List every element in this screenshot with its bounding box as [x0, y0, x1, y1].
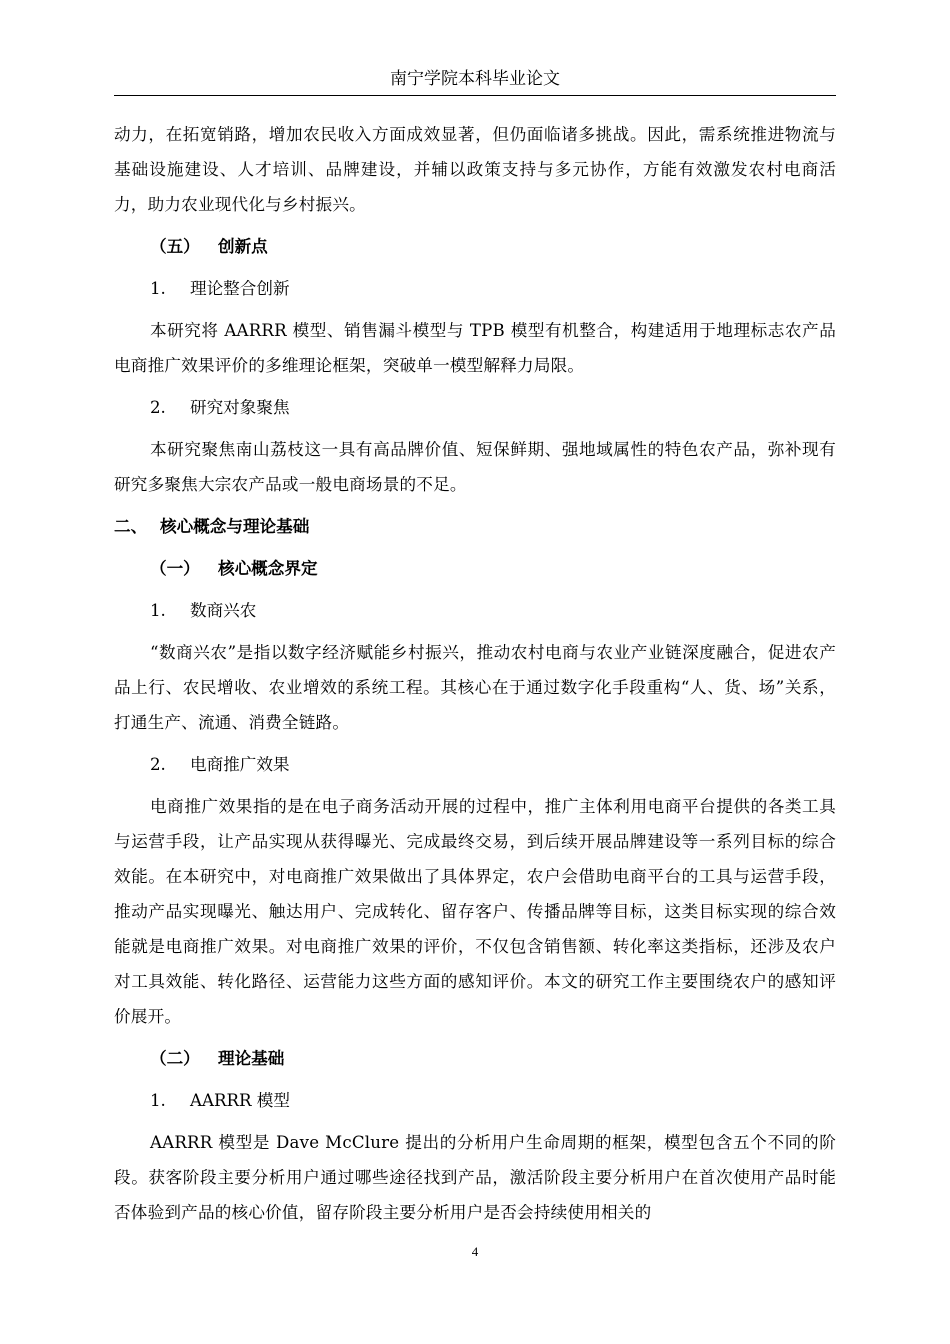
chapter-heading-core — [114, 509, 836, 544]
subheading-aarrr — [150, 1083, 836, 1118]
paragraph-research-focus: 本研究聚焦南山荔枝这一具有高品牌价值、短保鲜期、强地域属性的特色农产品，弥补现有研究多聚焦大宗农产品或一般电商场景的不足。 — [114, 440, 836, 494]
heading-number: （一） — [150, 558, 200, 578]
header-divider — [114, 95, 836, 96]
heading-title: 核心概念界定 — [218, 558, 318, 578]
heading-title: 理论基础 — [218, 1048, 285, 1068]
subheading-title: 电商推广效果 — [190, 755, 290, 774]
page-body — [114, 117, 836, 1230]
heading-number: （二） — [150, 1048, 200, 1068]
subheading-promotion-effect — [150, 747, 836, 782]
heading-number: （五） — [150, 236, 200, 256]
subheading-title: 理论整合创新 — [190, 279, 290, 298]
paragraph-intro-continued: 动力，在拓宽销路，增加农民收入方面成效显著，但仍面临诸多挑战。因此，需系统推进物流与基础设施建设、人才培训、品牌建设，并辅以政策支持与多元协作，方能有效激发农村电商活力，助力农业现代化与乡村振兴。 — [114, 125, 836, 214]
heading-innovation — [150, 229, 836, 264]
heading-definition — [150, 551, 836, 586]
subheading-number: 2. — [150, 755, 166, 774]
heading-theory — [150, 1041, 836, 1076]
subheading-number: 2. — [150, 398, 166, 417]
paragraph-promotion-effect: 电商推广效果指的是在电子商务活动开展的过程中，推广主体利用电商平台提供的各类工具与运营手段，让产品实现从获得曝光、完成最终交易，到后续开展品牌建设等一系列目标的综合效能。在本研究中，对电商推广效果做出了具体界定，农户会借助电商平台的工具与运营手段，推动产品实现曝光、触达用户、完成转化、留存客户、传播品牌等目标，这类目标实现的综合效能就是电商推广效果。对电商推广效果的评价，不仅包含销售额、转化率这类指标，还涉及农户对工具效能、转化路径、运营能力这些方面的感知评价。本文的研究工作主要围绕农户的感知评价展开。 — [114, 797, 836, 1026]
running-header: 南宁学院本科毕业论文 — [390, 69, 560, 89]
subheading-number: 1. — [150, 1091, 166, 1110]
subheading-title: 数商兴农 — [190, 601, 257, 620]
subheading-number: 1. — [150, 601, 166, 620]
paragraph-aarrr: AARRR 模型是 Dave McClure 提出的分析用户生命周期的框架，模型包含五个不同的阶段。获客阶段主要分析用户通过哪些途径找到产品，激活阶段主要分析用户在首次使用产品时能否体验到产品的核心价值，留存阶段主要分析用户是否会持续使用相关的 — [114, 1133, 836, 1222]
subheading-digital-commerce — [150, 593, 836, 628]
chapter-title: 核心概念与理论基础 — [160, 516, 310, 536]
subheading-number: 1. — [150, 279, 166, 298]
paragraph-digital-commerce: “数商兴农”是指以数字经济赋能乡村振兴，推动农村电商与农业产业链深度融合，促进农产品上行、农民增收、农业增效的系统工程。其核心在于通过数字化手段重构“人、货、场”关系，打通生产、流通、消费全链路。 — [114, 643, 836, 732]
heading-title: 创新点 — [218, 236, 268, 256]
chapter-number: 二、 — [114, 516, 148, 536]
paragraph-theory-integration: 本研究将 AARRR 模型、销售漏斗模型与 TPB 模型有机整合，构建适用于地理标志农产品电商推广效果评价的多维理论框架，突破单一模型解释力局限。 — [114, 321, 836, 375]
subheading-research-focus — [150, 390, 836, 425]
subheading-title: AARRR 模型 — [190, 1091, 290, 1110]
subheading-title: 研究对象聚焦 — [190, 398, 290, 417]
page-number: 4 — [471, 1244, 479, 1259]
subheading-theory-integration — [150, 271, 836, 306]
